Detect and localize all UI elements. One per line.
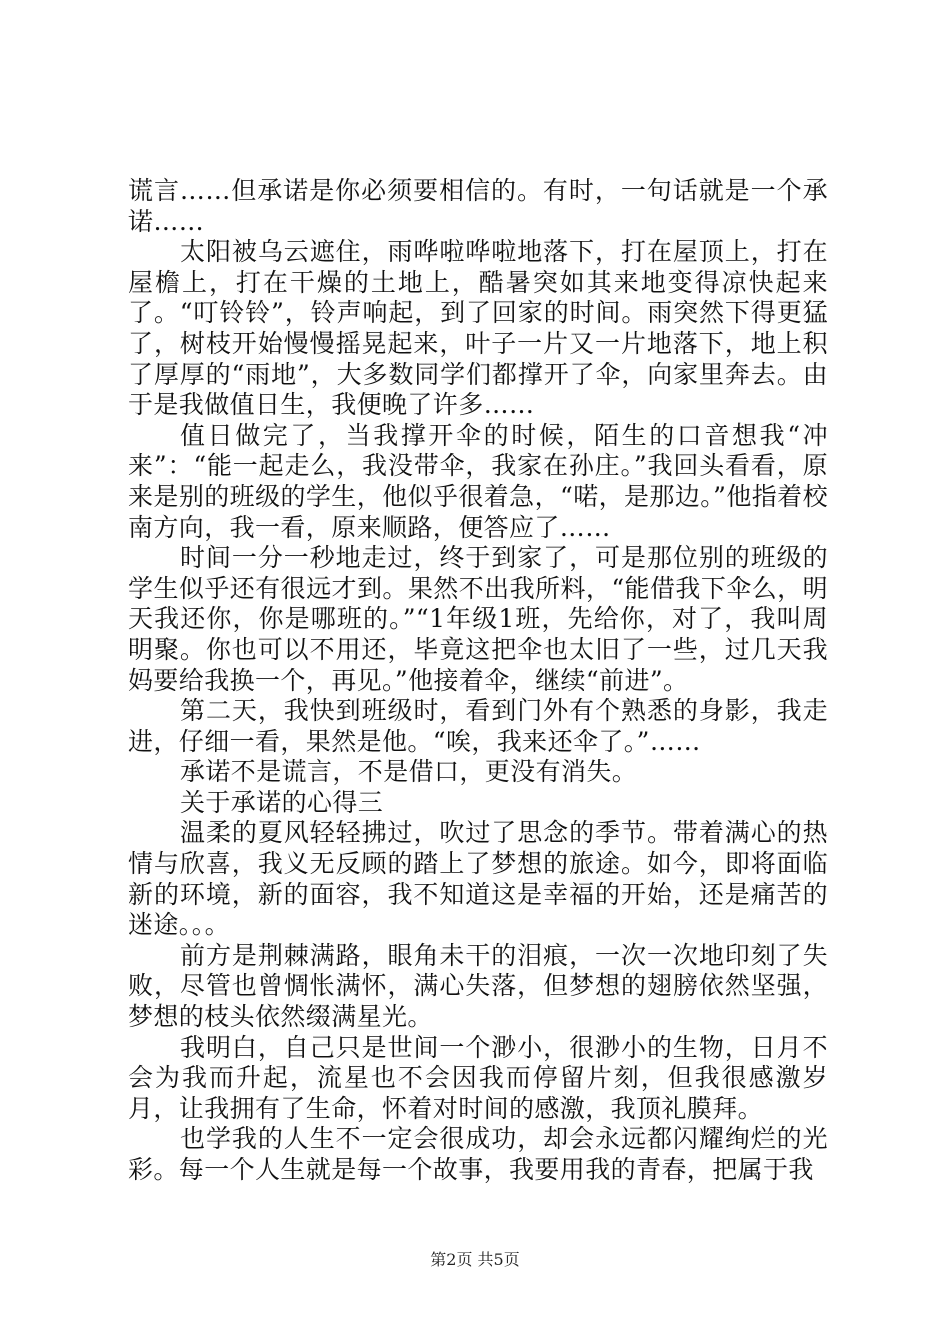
paragraph-4: 时间一分一秒地走过，终于到家了，可是那位别的班级的学生似乎还有很远才到。果然不出我所料，“能借我下伞么，明天我还你，你是哪班的。”“1年级1班，先给你，对了，我叫周明聚。你也可以不用还，毕竟这把伞也太旧了一些，过几天我妈要给我换一个，再见。”他接着伞，继续“前进”。 [128, 543, 828, 695]
page-number-footer: 第2页 共5页 [430, 1250, 520, 1269]
paragraph-9: 我明白，自己只是世间一个渺小，很渺小的生物，日月不会为我而升起，流星也不会因我而停留片刻，但我很感激岁月，让我拥有了生命，怀着对时间的感激，我顶礼膜拜。 [128, 1032, 828, 1123]
paragraph-10: 也学我的人生不一定会很成功，却会永远都闪耀绚烂的光彩。每一个人生就是每一个故事，我要用我的青春，把属于我 [128, 1124, 828, 1184]
paragraph-7: 温柔的夏风轻轻拂过，吹过了思念的季节。带着满心的热情与欣喜，我义无反顾的踏上了梦想的旅途。如今，即将面临新的环境，新的面容，我不知道这是幸福的开始，还是痛苦的迷途。。。 [128, 818, 828, 940]
document-body [128, 176, 828, 1186]
paragraph-1: 谎言……但承诺是你必须要相信的。有时，一句话就是一个承诺…… [128, 176, 828, 236]
paragraph-6: 承诺不是谎言，不是借口，更没有消失。 [180, 757, 638, 787]
paragraph-3: 值日做完了，当我撑开伞的时候，陌生的口音想我“冲来”：“能一起走么，我没带伞，我家在孙庄。”我回头看看，原来是别的班级的学生，他似乎很着急，“喏，是那边。”他指着校南方向，我一看，原来顺路，便答应了…… [128, 420, 828, 542]
paragraph-5: 第二天，我快到班级时，看到门外有个熟悉的身影，我走进，仔细一看，果然是他。“唉，我来还伞了。”…… [128, 696, 828, 756]
section-heading: 关于承诺的心得三 [180, 787, 384, 817]
paragraph-2: 太阳被乌云遮住，雨哗啦哗啦地落下，打在屋顶上，打在屋檐上，打在干燥的土地上，酷暑突如其来地变得凉快起来了。“叮铃铃”，铃声响起，到了回家的时间。雨突然下得更猛了，树枝开始慢慢摇晃起来，叶子一片又一片地落下，地上积了厚厚的“雨地”，大多数同学们都撑开了伞，向家里奔去。由于是我做值日生，我便晚了许多…… [128, 237, 828, 420]
paragraph-8: 前方是荆棘满路，眼角未干的泪痕，一次一次地印刻了失败，尽管也曾惆怅满怀，满心失落，但梦想的翅膀依然坚强，梦想的枝头依然缀满星光。 [128, 940, 828, 1032]
